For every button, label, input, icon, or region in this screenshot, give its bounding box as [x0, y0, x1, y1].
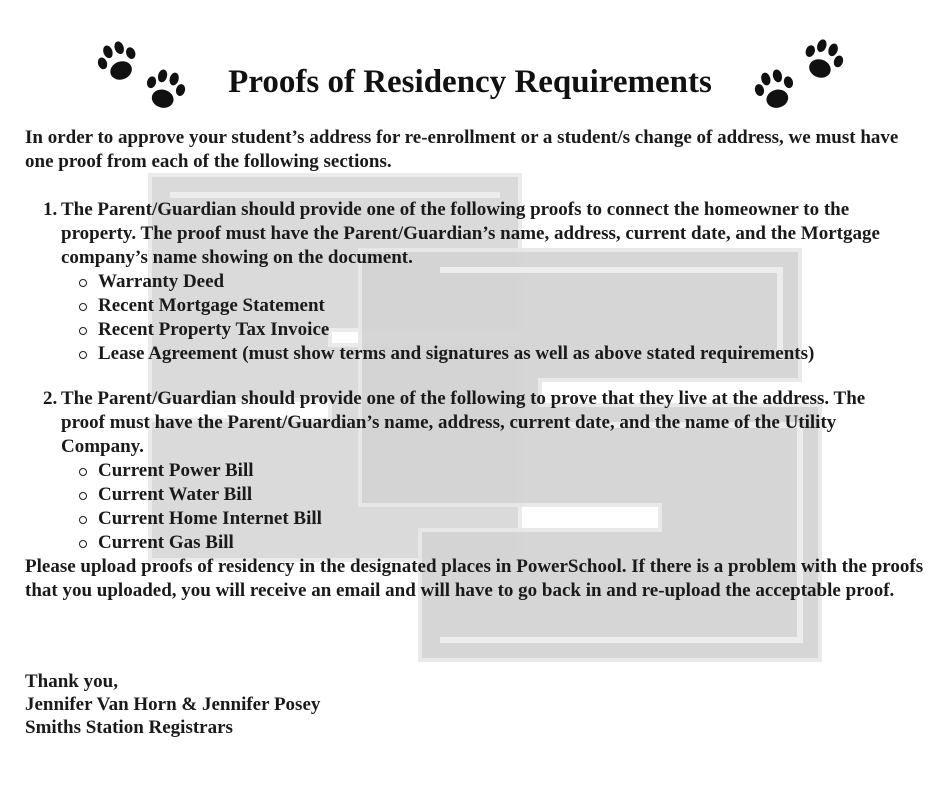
list-item: Recent Property Tax Invoice [98, 318, 814, 342]
section-number: 2. [43, 388, 58, 409]
bullet-icon [79, 516, 87, 524]
bullet-icon [79, 327, 87, 335]
section-1-text: The Parent/Guardian should provide one of the following proofs to connect the homeowner to the property. The proof must have the Parent/Guardian’s name, address, current date, and the Mortgage company’s name showing on the document. [61, 199, 880, 268]
list-item: Current Home Internet Bill [98, 507, 322, 531]
intro-paragraph: In order to approve your student’s address for re-enrollment or a student/s change of address, we must have one proof from each of the following sections. [25, 127, 899, 172]
signer-role: Smiths Station Registrars [25, 717, 233, 738]
page-title: Proofs of Residency Requirements [228, 64, 712, 100]
section-2-text: The Parent/Guardian should provide one of the following to prove that they live at the address. The proof must have the Parent/Guardian’s name, address, current date, and the name of the Utility Company. [61, 388, 866, 457]
section-number: 1. [43, 199, 58, 220]
signer-names: Jennifer Van Horn & Jennifer Posey [25, 694, 321, 715]
list-item: Recent Mortgage Statement [98, 294, 814, 318]
bullet-icon [79, 540, 87, 548]
list-item: Warranty Deed [98, 270, 814, 294]
section-2-list [98, 459, 322, 555]
bullet-icon [79, 468, 87, 476]
list-item: Current Gas Bill [98, 531, 322, 555]
bullet-icon [79, 351, 87, 359]
list-item: Current Power Bill [98, 459, 322, 483]
bullet-icon [79, 492, 87, 500]
thanks-line: Thank you, [25, 671, 118, 692]
list-item: Lease Agreement (must show terms and signatures as well as above stated requirements) [98, 342, 814, 366]
bullet-icon [79, 303, 87, 311]
closing-signature [25, 670, 320, 739]
upload-instructions: Please upload proofs of residency in the designated places in PowerSchool. If there is a problem with the proofs that you uploaded, you will receive an email and will have to go back in and re-upload the acceptable proof. [25, 556, 924, 601]
section-1-list [98, 270, 814, 366]
bullet-icon [79, 279, 87, 287]
list-item: Current Water Bill [98, 483, 322, 507]
